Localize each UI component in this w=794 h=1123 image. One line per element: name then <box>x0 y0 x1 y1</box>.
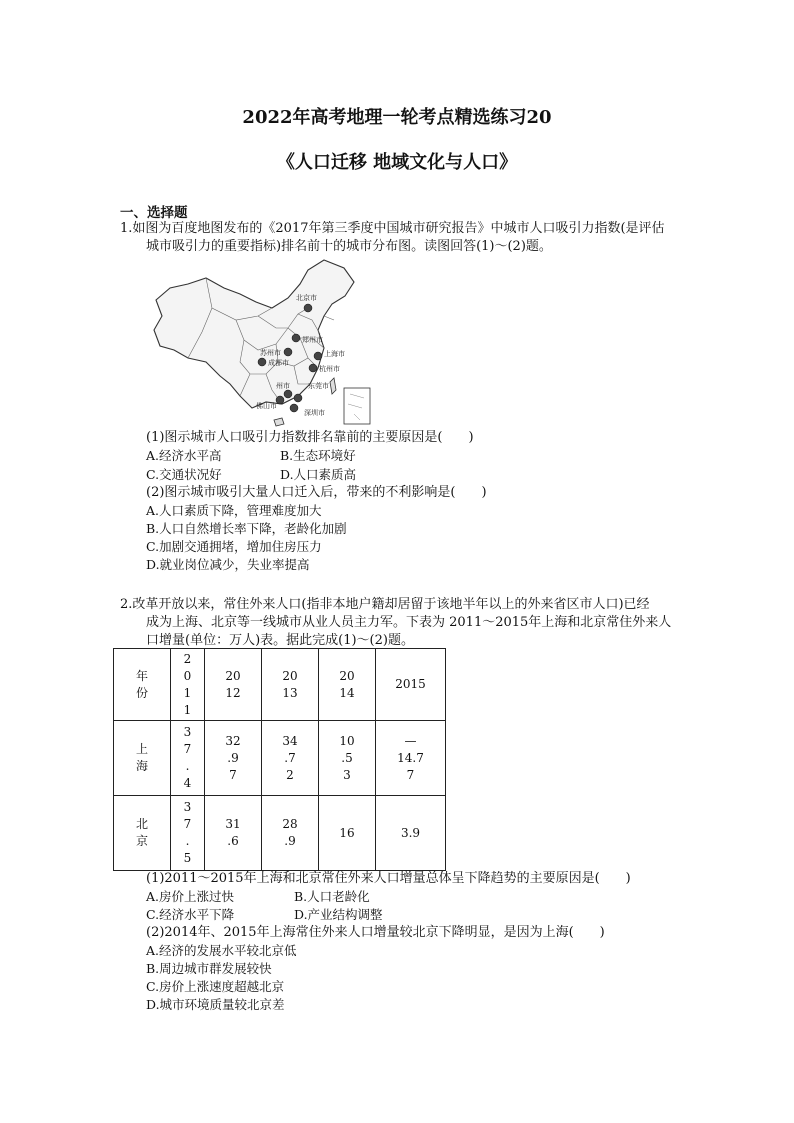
q1-sub1-option-b[interactable]: B.生态环境好 <box>280 448 356 463</box>
cell-fragment: .6 <box>227 834 239 848</box>
beijing-2013 <box>262 796 319 871</box>
corner-char: 年 <box>135 668 148 683</box>
q2-sub1-option-b[interactable]: B.人口老龄化 <box>294 889 370 904</box>
city-label-guangzhou: 州市 <box>276 382 290 390</box>
cell-fragment: 14 <box>339 685 355 700</box>
city-label-beijing: 北京市 <box>296 294 317 302</box>
q2-stem-line1: 2.改革开放以来，常住外来人口(指非本地户籍却居留于该地半年以上的外来省区市人口)已经 <box>120 597 650 612</box>
cell-fragment: 3 <box>183 800 192 814</box>
hainan-island <box>274 418 284 426</box>
header-corner-cell <box>114 649 171 721</box>
shanghai-2013 <box>262 721 319 796</box>
shanghai-2014 <box>319 721 376 796</box>
taiwan-island <box>330 378 336 394</box>
cell-fragment: .5 <box>341 750 353 765</box>
q2-sub2-option-b[interactable]: B.周边城市群发展较快 <box>146 961 272 976</box>
table-header-row <box>114 649 446 721</box>
cell-fragment: 2015 <box>395 677 426 691</box>
city-label-shenzhen: 深圳市 <box>304 409 325 417</box>
cell-fragment: 7 <box>183 742 192 756</box>
section-heading: 一、选择题 <box>120 205 188 221</box>
beijing-2012 <box>205 796 262 871</box>
cell-fragment: 20 <box>282 668 298 683</box>
city-label-hangzhou: 杭州市 <box>319 365 340 373</box>
cell-fragment: .7 <box>284 750 296 765</box>
q1-sub2-option-c[interactable]: C.加剧交通拥堵，增加住房压力 <box>146 539 322 554</box>
q2-sub2-option-a[interactable]: A.经济的发展水平较北京低 <box>146 943 297 958</box>
shanghai-2012 <box>205 721 262 796</box>
q2-sub2-prompt: (2)2014年、2015年上海常住外来人口增量较北京下降明显，是因为上海( ) <box>146 925 605 940</box>
cell-fragment: 7 <box>183 817 192 831</box>
q1-sub2-option-a[interactable]: A.人口素质下降，管理难度加大 <box>146 503 322 518</box>
cell-fragment: 16 <box>339 825 355 840</box>
south-sea-inset <box>344 388 370 424</box>
shanghai-2011 <box>171 721 205 796</box>
q2-sub1-prompt: (1)2011～2015年上海和北京常住外来人口增量总体呈下降趋势的主要原因是( ) <box>146 871 631 886</box>
beijing-2014 <box>319 796 376 871</box>
cell-fragment: 7 <box>406 767 415 782</box>
row-label-shanghai <box>114 721 171 796</box>
cell-fragment: 31 <box>225 817 241 831</box>
migration-data-table <box>113 648 446 871</box>
cell-fragment: 1 <box>183 702 192 717</box>
cell-fragment: 3.9 <box>400 825 421 840</box>
q2-sub2-option-c[interactable]: C.房价上涨速度超越北京 <box>146 979 285 994</box>
q1-stem-line2: 城市吸引力的重要指标)排名前十的城市分布图。读图回答(1)～(2)题。 <box>146 239 552 254</box>
cell-fragment: 14.7 <box>397 750 424 765</box>
cell-fragment: 12 <box>225 685 241 700</box>
row-label-char: 京 <box>135 834 148 848</box>
q2-sub1-option-d[interactable]: D.产业结构调整 <box>294 907 383 922</box>
q2-stem-line2: 成为上海、北京等一线城市从业人员主力军。下表为 2011～2015年上海和北京常住外来人 <box>146 615 672 630</box>
table-row-shanghai <box>114 721 446 796</box>
cell-fragment: 4 <box>183 776 192 790</box>
cell-fragment: .9 <box>227 750 239 765</box>
table-row-beijing <box>114 796 446 871</box>
row-label-char: 北 <box>135 817 148 831</box>
q2-sub1-option-a[interactable]: A.房价上涨过快 <box>146 889 235 904</box>
city-label-dongguan: 东莞市 <box>308 382 329 390</box>
year-cell-2012 <box>205 649 262 721</box>
cell-fragment: 13 <box>282 685 298 700</box>
q1-sub1-option-a[interactable]: A.经济水平高 <box>146 448 222 463</box>
cell-fragment: 3 <box>183 725 192 739</box>
row-label-beijing <box>114 796 171 871</box>
cell-fragment: — <box>404 733 417 748</box>
cell-fragment: 10 <box>339 733 355 748</box>
cell-fragment: 2 <box>183 651 192 666</box>
q1-sub2-option-d[interactable]: D.就业岗位减少，失业率提高 <box>146 557 310 572</box>
beijing-2011 <box>171 796 205 871</box>
cell-fragment: 0 <box>183 668 192 683</box>
cell-fragment: 20 <box>339 668 355 683</box>
cell-fragment: 34 <box>282 733 298 748</box>
q1-sub1-option-d[interactable]: D.人口素质高 <box>280 467 357 482</box>
cell-fragment: 3 <box>343 767 351 782</box>
city-label-chengdu: 成都市 <box>268 359 289 367</box>
year-cell-2014 <box>319 649 376 721</box>
corner-char: 份 <box>135 685 148 700</box>
city-label-suzhou: 苏州市 <box>260 349 281 357</box>
q1-sub1-option-c[interactable]: C.交通状况好 <box>146 467 222 482</box>
city-label-foshan: 佛山市 <box>256 402 277 410</box>
year-cell-2015 <box>376 649 446 721</box>
year-cell-2013 <box>262 649 319 721</box>
cell-fragment: 5 <box>183 851 192 865</box>
cell-fragment: 20 <box>225 668 241 683</box>
row-label-char: 上 <box>135 742 148 756</box>
city-label-shanghai: 上海市 <box>324 350 345 358</box>
year-cell-2011 <box>171 649 205 721</box>
page-title: 2022年高考地理一轮考点精选练习20 <box>242 107 552 128</box>
cell-fragment: 28 <box>282 817 298 831</box>
cell-fragment: 1 <box>183 685 192 700</box>
q1-stem-line1: 1.如图为百度地图发布的《2017年第三季度中国城市研究报告》中城市人口吸引力指数(是评估 <box>120 221 665 236</box>
q1-sub2-prompt: (2)图示城市吸引大量人口迁入后，带来的不利影响是( ) <box>146 485 487 500</box>
cell-fragment: 32 <box>225 733 241 748</box>
cell-fragment: . <box>185 759 190 773</box>
q2-sub1-option-c[interactable]: C.经济水平下降 <box>146 907 235 922</box>
cell-fragment: . <box>185 834 190 848</box>
cell-fragment: 2 <box>286 767 294 782</box>
q1-sub2-option-b[interactable]: B.人口自然增长率下降，老龄化加剧 <box>146 521 347 536</box>
shanghai-2015 <box>376 721 446 796</box>
q2-sub2-option-d[interactable]: D.城市环境质量较北京差 <box>146 997 285 1012</box>
page-subtitle: 《人口迁移 地域文化与人口》 <box>276 152 518 173</box>
cell-fragment: .9 <box>284 834 296 848</box>
cell-fragment: 7 <box>229 767 237 782</box>
q2-stem-line3: 口增量(单位：万人)表。据此完成(1)～(2)题。 <box>146 633 414 648</box>
city-label-zhengzhou: 郑州市 <box>302 336 323 344</box>
q1-sub1-prompt: (1)图示城市人口吸引力指数排名靠前的主要原因是( ) <box>146 430 474 445</box>
row-label-char: 海 <box>135 759 148 773</box>
beijing-2015 <box>376 796 446 871</box>
china-city-map <box>148 258 382 430</box>
